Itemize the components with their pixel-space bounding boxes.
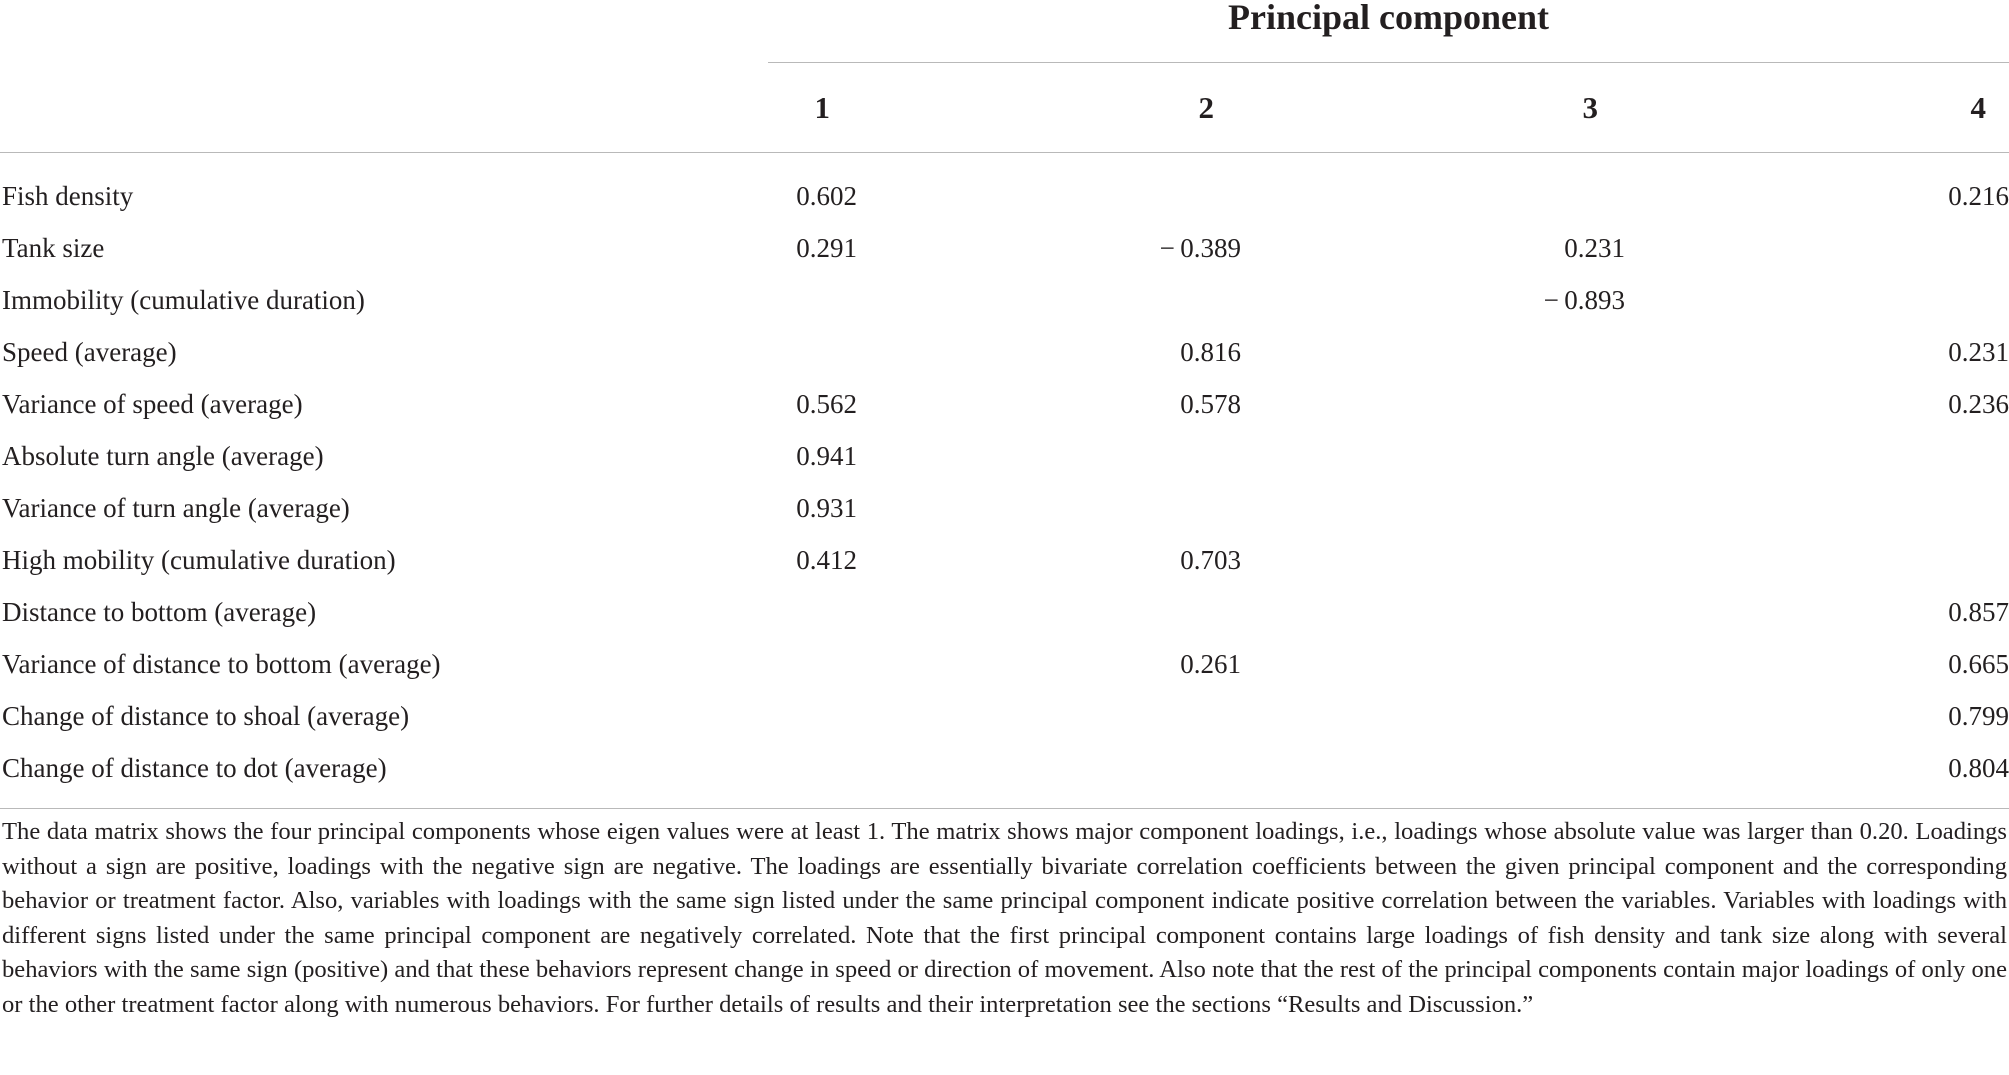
loading-pc3: 0.231 bbox=[1564, 233, 1625, 263]
loading-pc4: 0.665 bbox=[1948, 649, 2009, 679]
footer-rule bbox=[0, 808, 2009, 809]
column-header-3: 3 bbox=[1582, 90, 1598, 125]
principal-component-header: Principal component bbox=[1228, 0, 1549, 37]
loading-pc2: 0.578 bbox=[1180, 389, 1241, 419]
row-label: Variance of turn angle (average) bbox=[2, 493, 350, 523]
table-row bbox=[0, 638, 2009, 690]
loading-pc3: − 0.893 bbox=[1543, 285, 1625, 315]
loading-pc2: 0.816 bbox=[1180, 337, 1241, 367]
row-label: Variance of speed (average) bbox=[2, 389, 303, 419]
table-row bbox=[0, 430, 2009, 482]
row-label: Change of distance to dot (average) bbox=[2, 753, 387, 783]
loading-pc2: 0.261 bbox=[1180, 649, 1241, 679]
row-label: Fish density bbox=[2, 181, 134, 211]
table-row bbox=[0, 170, 2009, 222]
loading-pc2: 0.703 bbox=[1180, 545, 1241, 575]
group-header-rule bbox=[768, 62, 2009, 63]
loading-pc4: 0.236 bbox=[1948, 389, 2009, 419]
row-label: Speed (average) bbox=[2, 337, 177, 367]
row-label: High mobility (cumulative duration) bbox=[2, 545, 396, 575]
table-row bbox=[0, 378, 2009, 430]
loading-pc1: 0.941 bbox=[796, 441, 857, 471]
loading-pc4: 0.216 bbox=[1948, 181, 2009, 211]
table-row bbox=[0, 690, 2009, 742]
header-rule bbox=[0, 152, 2009, 153]
column-header-4: 4 bbox=[1970, 90, 1986, 125]
loading-pc4: 0.804 bbox=[1948, 753, 2009, 783]
loading-pc1: 0.412 bbox=[796, 545, 857, 575]
row-label: Change of distance to shoal (average) bbox=[2, 701, 410, 731]
table-row bbox=[0, 742, 2009, 794]
row-label: Absolute turn angle (average) bbox=[2, 441, 324, 471]
loading-pc1: 0.602 bbox=[796, 181, 857, 211]
loading-pc1: 0.931 bbox=[796, 493, 857, 523]
table-row bbox=[0, 326, 2009, 378]
table-footnote: The data matrix shows the four principal components whose eigen values were at least 1. The matrix shows major component loadings, i.e., loadings whose absolute value was larger than 0.20. Loadings without a sign are positive, loadings with the negative sign are negative. The loadings are essentially bivariate correlation coefficients between the given principal component and the corresponding behavior or treatment factor. Also, variables with loadings with the same sign listed under the same principal component indicate positive correlation between the variables. Variables with loadings with different signs listed under the same principal component are negatively correlated. Note that the first principal component contains large loadings of fish density and tank size along with several behaviors with the same sign (positive) and that these behaviors represent change in speed or direction of movement. Also note that the rest of the principal components contain major loadings of only one or the other treatment factor along with numerous behaviors. For further details of results and their interpretation see the sections “Results and Discussion.” bbox=[2, 818, 2007, 1018]
table-row bbox=[0, 482, 2009, 534]
column-header-1: 1 bbox=[814, 90, 830, 125]
table-row bbox=[0, 274, 2009, 326]
column-header-2: 2 bbox=[1198, 90, 1214, 125]
row-label: Variance of distance to bottom (average) bbox=[2, 649, 441, 679]
table-row bbox=[0, 586, 2009, 638]
row-label: Immobility (cumulative duration) bbox=[2, 285, 365, 315]
loading-pc4: 0.799 bbox=[1948, 701, 2009, 731]
row-label: Distance to bottom (average) bbox=[2, 597, 317, 627]
row-label: Tank size bbox=[2, 233, 105, 263]
loading-pc4: 0.231 bbox=[1948, 337, 2009, 367]
table-row bbox=[0, 222, 2009, 274]
loading-pc4: 0.857 bbox=[1948, 597, 2009, 627]
loading-pc1: 0.562 bbox=[796, 389, 857, 419]
table-row bbox=[0, 534, 2009, 586]
loading-pc2: − 0.389 bbox=[1159, 233, 1241, 263]
loading-pc1: 0.291 bbox=[796, 233, 857, 263]
